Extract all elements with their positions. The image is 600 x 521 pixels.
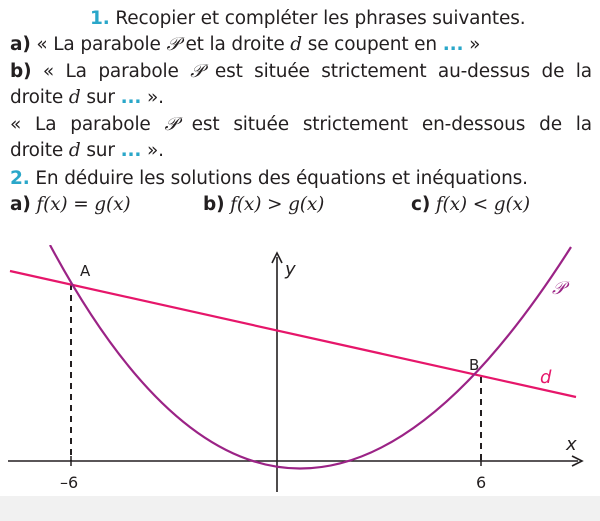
parabola-symbol: 𝒫: [166, 34, 180, 55]
closing-quote: ».: [146, 140, 164, 161]
question-1a-text-end: se coupent en: [307, 34, 437, 55]
question-1b2-droite: droite: [10, 140, 64, 161]
question-2b-expression: f(x) > g(x): [230, 194, 325, 215]
line-label: d: [540, 367, 552, 388]
question-2-prompt: En déduire les solutions des équations et inéquations.: [35, 168, 528, 189]
question-1b-text-start: « La parabole: [42, 61, 179, 82]
question-2c-expression: f(x) < g(x): [435, 194, 530, 215]
parabola-symbol: 𝒫: [164, 114, 178, 135]
question-2-number: 2.: [10, 168, 30, 189]
tick-label-right: 6: [476, 473, 487, 492]
parabola-p: [50, 245, 571, 469]
point-b-label: B: [469, 356, 480, 374]
question-1-number: 1.: [90, 8, 110, 29]
parabola-label: 𝒫: [552, 278, 565, 299]
blank-dots: ...: [120, 140, 142, 161]
line-symbol: d: [68, 87, 81, 108]
question-1b2-sur: sur: [86, 140, 115, 161]
question-1-prompt: Recopier et compléter les phrases suivantes.: [115, 8, 526, 29]
question-1b-sur: sur: [86, 87, 115, 108]
blank-dots: ...: [120, 87, 142, 108]
line-d: [10, 271, 576, 397]
line-symbol: d: [290, 34, 302, 55]
question-1a-text-start: « La parabole: [36, 34, 161, 55]
question-1b-droite: droite: [10, 87, 64, 108]
question-1b-label: b): [10, 61, 32, 82]
closing-quote: »: [469, 34, 481, 55]
blank-dots: ...: [442, 34, 464, 55]
question-1a-text-mid: et la droite: [185, 34, 285, 55]
closing-quote: ».: [146, 87, 164, 108]
y-axis-label: y: [285, 259, 296, 280]
question-1b2-text-end: est située strictement en-dessous de la: [191, 114, 592, 135]
question-1b2-text-start: « La parabole: [10, 114, 151, 135]
question-1b-text-end: est située strictement au-dessus de la: [214, 61, 592, 82]
question-2a-expression: f(x) = g(x): [36, 194, 131, 215]
question-2b-label: b): [203, 194, 225, 215]
question-2a-label: a): [10, 194, 31, 215]
point-a-label: A: [80, 262, 91, 280]
line-symbol: d: [68, 140, 81, 161]
tick-label-left: –6: [60, 473, 79, 492]
question-1a-label: a): [10, 34, 31, 55]
x-axis-label: x: [566, 434, 577, 455]
parabola-symbol: 𝒫: [190, 61, 204, 82]
question-2c-label: c): [411, 194, 431, 215]
